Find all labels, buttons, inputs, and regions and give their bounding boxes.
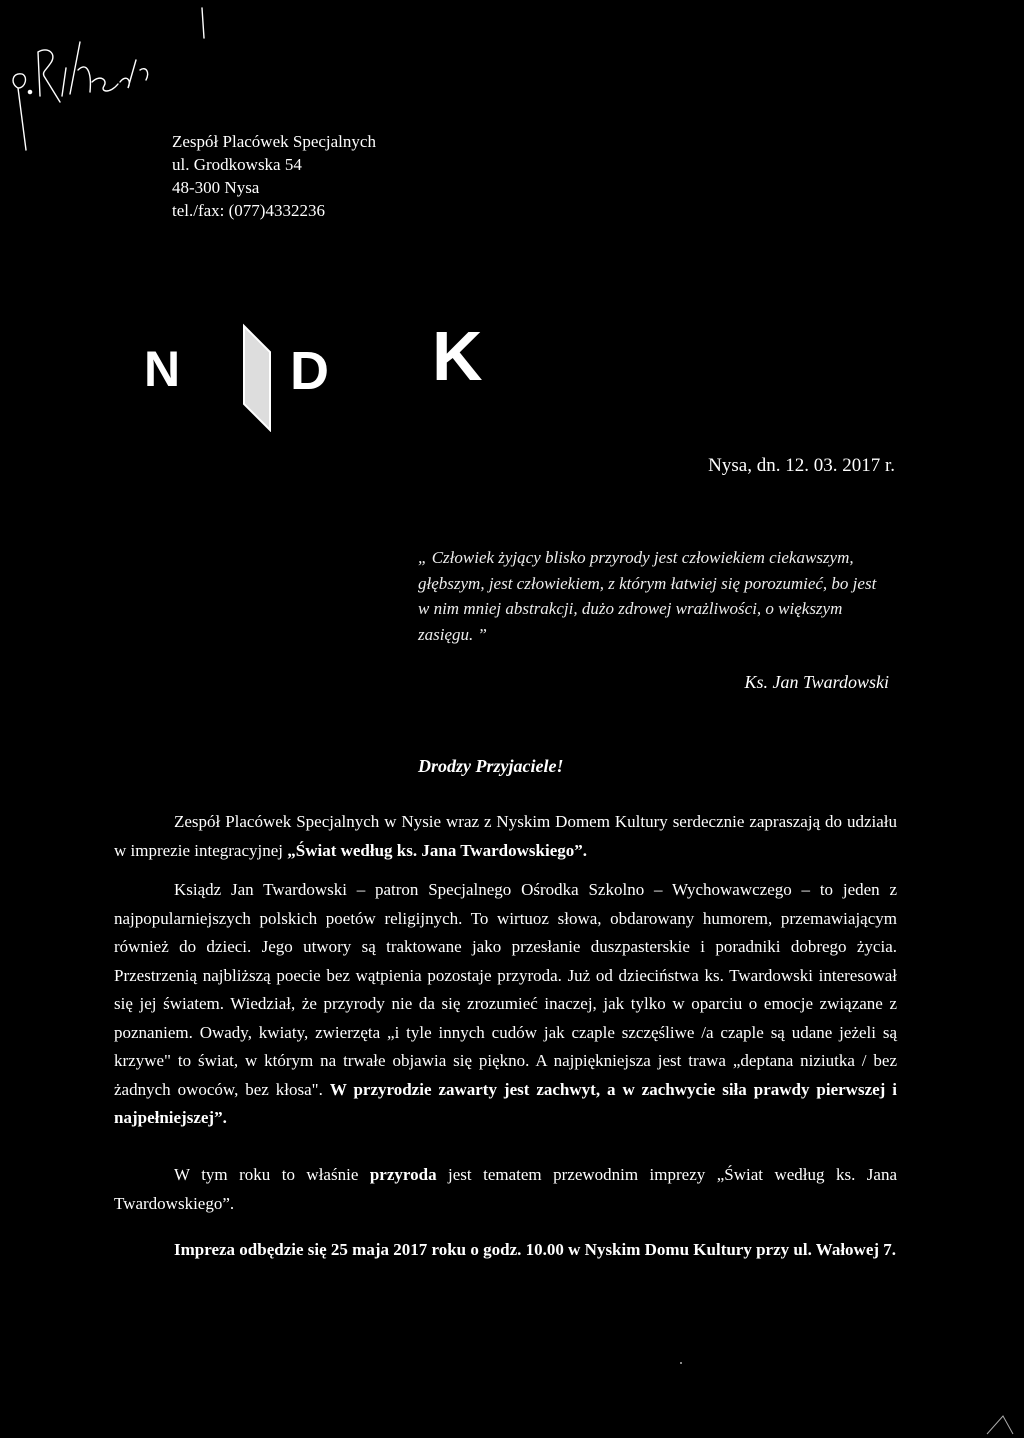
paragraph-invitation xyxy=(114,808,897,865)
phone: tel./fax: (077)4332236 xyxy=(172,201,325,220)
sender-address xyxy=(172,130,376,222)
logo-letter-k: K xyxy=(432,317,483,395)
logo-letter-n: N xyxy=(144,341,181,397)
letter-date: Nysa, dn. 12. 03. 2017 r. xyxy=(708,455,895,476)
paragraph-theme xyxy=(114,1161,897,1218)
paragraph-patron xyxy=(114,876,897,1133)
paragraph-event-details: Impreza odbędzie się 25 maja 2017 roku o godz. 10.00 w Nyskim Domu Kultury przy ul. Wałowej 7. xyxy=(174,1240,897,1259)
city: 48-300 Nysa xyxy=(172,178,260,197)
corner-mark xyxy=(985,1410,1015,1436)
logo-letter-d: D xyxy=(290,341,329,401)
paragraph-theme-bold: przyroda xyxy=(369,1165,437,1184)
quote-text: „ Człowiek żyjący blisko przyrody jest człowiekiem ciekawszym, głębszym, jest człowiekiem, z którym łatwiej się porozumieć, bo jest w nim mniej abstrakcji, dużo zdrowej wrażliwości, o większym zasięgu. ” xyxy=(418,548,877,644)
paragraph-theme-before: W tym roku to właśnie xyxy=(174,1165,370,1184)
scan-speck xyxy=(680,1362,682,1364)
paragraph-patron-emphasis: W przyrodzie zawarty jest zachwyt, a w zachwycie siła prawdy pierwszej i najpełniejszej”. xyxy=(114,1079,897,1127)
event-title: „Świat według ks. Jana Twardowskiego”. xyxy=(287,840,587,860)
quote-author: Ks. Jan Twardowski xyxy=(744,672,889,692)
greeting: Drodzy Przyjaciele! xyxy=(418,756,564,776)
paragraph-invitation-text: Zespół Placówek Specjalnych w Nysie wraz z Nyskim Domem Kultury serdecznie zapraszają do udziału w imprezie integracyjnej xyxy=(114,812,897,860)
paragraph-patron-text: Ksiądz Jan Twardowski – patron Specjalnego Ośrodka Szkolno – Wychowawczego – to jeden z najpopularniejszych polskich poetów religijnych. To wirtuoz słowa, obdarowany humorem, przemawiającym również do dzieci. Jego utwory są traktowane jako przesłanie duszpasterskie i poradniki dobrego życia. Przestrzenią najbliższą poecie bez wątpienia pozostaje przyroda. Już od dzieciństwa ks. Twardowski interesował się jej światem. Wiedział, że przyrody nie da się zrozumieć inaczej, jak tylko w oparciu o emocje związane z poznaniem. Owady, kwiaty, zwierzęta „i tyle innych cudów jak czaple szczęśliwe /a czaple są udane jeżeli są krzywe" to świat, w którym na trwałe objawia się piękno. A najpiękniejsza jest trawa „deptana niziutka / bez żadnych owoców, bez kłosa". xyxy=(114,880,897,1099)
street: ul. Grodkowska 54 xyxy=(172,155,302,174)
ndk-logo xyxy=(140,317,500,432)
org-name: Zespół Placówek Specjalnych xyxy=(172,132,376,151)
paragraph-theme-after: jest tematem przewodnim imprezy „Świat według ks. Jana Twardowskiego”. xyxy=(114,1165,897,1213)
logo-mark xyxy=(240,322,274,432)
